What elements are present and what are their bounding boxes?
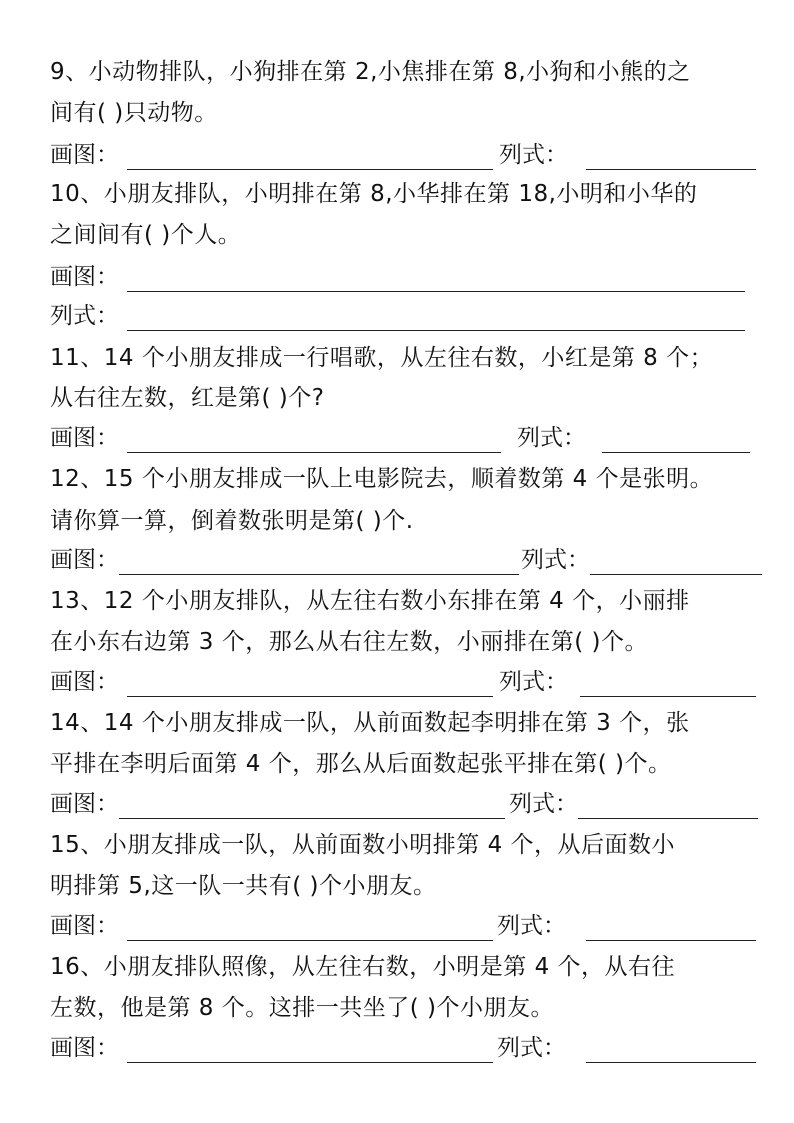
equation-blank[interactable]: [578, 794, 758, 819]
drawing-blank[interactable]: [127, 672, 493, 697]
question-14-line-2: 平排在李明后面第 4 个，那么从后面数起张平排在第( )个。: [50, 751, 672, 777]
question-12-line-2: 请你算一算，倒着数张明是第( )个.: [50, 508, 414, 534]
equation-label: 列式：: [50, 303, 119, 329]
question-10-drawing-row: [50, 262, 745, 292]
equation-label: 列式：: [497, 913, 566, 939]
drawing-blank[interactable]: [127, 267, 745, 292]
question-9-line-1: 9、小动物排队，小狗排在第 2,小焦排在第 8,小狗和小熊的之: [50, 59, 691, 85]
question-11-line-1: 11、14 个小朋友排成一行唱歌，从左往右数，小红是第 8 个；: [50, 345, 714, 371]
question-16-line-1: 16、小朋友排队照像，从左往右数，小明是第 4 个，从右往: [50, 954, 676, 980]
question-11-answer-row: [50, 423, 750, 453]
equation-label: 列式：: [497, 1035, 566, 1061]
drawing-label: 画图：: [50, 791, 119, 817]
equation-label: 列式：: [509, 791, 578, 817]
question-11-line-2: 从右往左数，红是第( )个?: [50, 385, 325, 411]
equation-label: 列式：: [517, 425, 586, 451]
equation-blank[interactable]: [127, 306, 745, 331]
drawing-label: 画图：: [50, 547, 119, 573]
drawing-blank[interactable]: [127, 145, 493, 170]
drawing-blank[interactable]: [127, 916, 493, 941]
question-14-line-1: 14、14 个小朋友排成一队，从前面数起李明排在第 3 个，张: [50, 710, 690, 736]
equation-blank[interactable]: [580, 672, 756, 697]
question-16-answer-row: [50, 1033, 756, 1063]
equation-blank[interactable]: [586, 916, 756, 941]
question-10-equation-row: [50, 301, 745, 331]
question-12-answer-row: [50, 545, 762, 575]
drawing-blank[interactable]: [127, 428, 501, 453]
question-10-line-1: 10、小朋友排队，小明排在第 8,小华排在第 18,小明和小华的: [50, 181, 698, 207]
question-15-line-1: 15、小朋友排成一队，从前面数小明排第 4 个，从后面数小: [50, 832, 676, 858]
drawing-label: 画图：: [50, 913, 119, 939]
drawing-label: 画图：: [50, 264, 119, 290]
drawing-label: 画图：: [50, 669, 119, 695]
question-12-line-1: 12、15 个小朋友排成一队上电影院去，顺着数第 4 个是张明。: [50, 466, 714, 492]
equation-label: 列式：: [499, 142, 568, 168]
question-14-answer-row: [50, 789, 758, 819]
equation-label: 列式：: [521, 547, 590, 573]
question-15-answer-row: [50, 911, 756, 941]
drawing-blank[interactable]: [119, 550, 519, 575]
question-13-line-1: 13、12 个小朋友排队，从左往右数小东排在第 4 个，小丽排: [50, 588, 690, 614]
equation-blank[interactable]: [586, 145, 756, 170]
drawing-blank[interactable]: [119, 794, 505, 819]
equation-blank[interactable]: [586, 1038, 756, 1063]
drawing-blank[interactable]: [127, 1038, 493, 1063]
question-15-line-2: 明排第 5,这一队一共有( )个小朋友。: [50, 873, 437, 899]
drawing-label: 画图：: [50, 1035, 119, 1061]
question-9-answer-row: [50, 140, 756, 170]
equation-label: 列式：: [499, 669, 568, 695]
drawing-label: 画图：: [50, 425, 119, 451]
question-10-line-2: 之间间有( )个人。: [50, 222, 242, 248]
question-9-line-2: 间有( )只动物。: [50, 100, 218, 126]
question-13-line-2: 在小东右边第 3 个，那么从右往左数，小丽排在第( )个。: [50, 629, 649, 655]
equation-blank[interactable]: [590, 550, 762, 575]
equation-blank[interactable]: [602, 428, 750, 453]
question-13-answer-row: [50, 667, 756, 697]
drawing-label: 画图：: [50, 142, 119, 168]
question-16-line-2: 左数，他是第 8 个。这排一共坐了( )个小朋友。: [50, 995, 555, 1021]
